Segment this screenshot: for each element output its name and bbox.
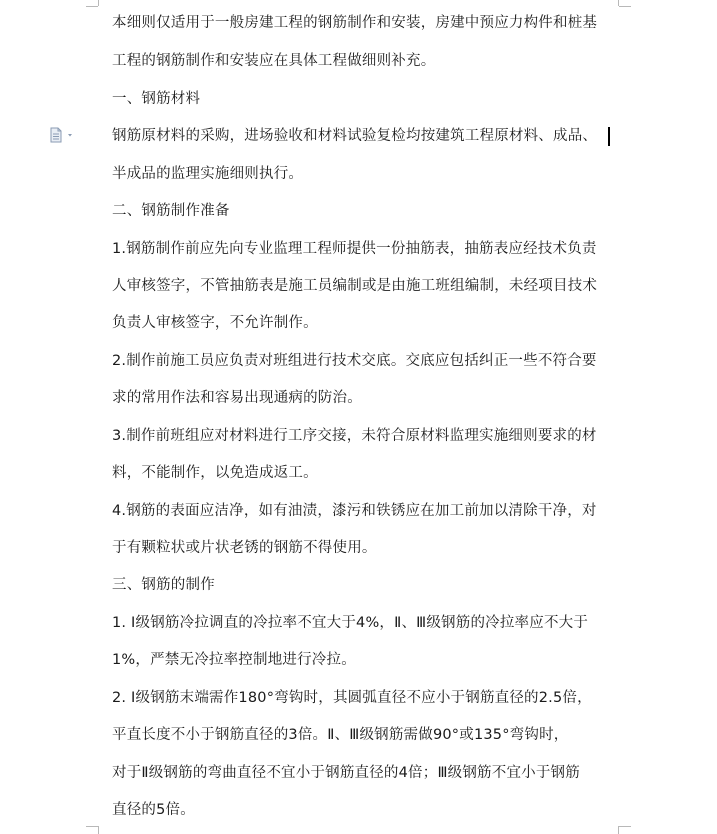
- top-left-margin-mark-h: [86, 6, 98, 7]
- section-heading[interactable]: 一、钢筋材料: [112, 91, 201, 107]
- body-line[interactable]: 本细则仅适用于一般房建工程的钢筋制作和安装，房建中预应力构件和桩基: [112, 15, 598, 31]
- list-item-line[interactable]: 1.钢筋制作前应先向专业监理工程师提供一份抽筋表，抽筋表应经技术负责: [112, 241, 597, 257]
- list-item-line[interactable]: 求的常用作法和容易出现通病的防治。: [112, 390, 362, 406]
- bottom-left-margin-mark: [98, 826, 99, 834]
- body-line[interactable]: 钢筋原材料的采购，进场验收和材料试验复检均按建筑工程原材料、成品、: [112, 128, 598, 144]
- body-line[interactable]: 半成品的监理实施细则执行。: [112, 166, 304, 182]
- section-heading[interactable]: 二、钢筋制作准备: [112, 203, 230, 219]
- list-item-line[interactable]: 对于Ⅱ级钢筋的弯曲直径不宜小于钢筋直径的4倍；Ⅲ级钢筋不宜小于钢筋: [112, 765, 580, 781]
- top-right-margin-mark-h: [619, 6, 631, 7]
- list-item-line[interactable]: 1%，严禁无冷拉率控制地进行冷拉。: [112, 652, 356, 668]
- text-cursor: [608, 127, 610, 146]
- list-item-line[interactable]: 2.制作前施工员应负责对班组进行技术交底。交底应包括纠正一些不符合要: [112, 353, 597, 369]
- bottom-right-margin-mark-h: [619, 826, 631, 827]
- list-item-line[interactable]: 4.钢筋的表面应洁净，如有油渍，漆污和铁锈应在加工前加以清除干净，对: [112, 503, 597, 519]
- bottom-left-margin-mark-h: [86, 826, 98, 827]
- list-item-line[interactable]: 于有颗粒状或片状老锈的钢筋不得使用。: [112, 540, 377, 556]
- paragraph-options-icon[interactable]: [48, 127, 76, 143]
- list-item-line[interactable]: 料，不能制作，以免造成返工。: [112, 465, 318, 481]
- list-item-line[interactable]: 2. Ⅰ级钢筋末端需作180°弯钩时，其圆弧直径不应小于钢筋直径的2.5倍，: [112, 690, 592, 706]
- bottom-right-margin-mark: [618, 826, 619, 834]
- list-item-line[interactable]: 人审核签字，不管抽筋表是施工员编制或是由施工班组编制，未经项目技术: [112, 278, 598, 294]
- list-item-line[interactable]: 负责人审核签字，不允许制作。: [112, 315, 318, 331]
- top-left-margin-mark: [98, 0, 99, 6]
- list-item-line[interactable]: 3.制作前班组应对材料进行工序交接，未符合原材料监理实施细则要求的材: [112, 428, 597, 444]
- list-item-line[interactable]: 直径的5倍。: [112, 802, 195, 818]
- list-item-line[interactable]: 平直长度不小于钢筋直径的3倍。Ⅱ、Ⅲ级钢筋需做90°或135°弯钩时，: [112, 727, 569, 743]
- list-item-line[interactable]: 1. Ⅰ级钢筋冷拉调直的冷拉率不宜大于4%，Ⅱ、Ⅲ级钢筋的冷拉率应不大于: [112, 615, 589, 631]
- body-line[interactable]: 工程的钢筋制作和安装应在具体工程做细则补充。: [112, 53, 436, 69]
- section-heading[interactable]: 三、钢筋的制作: [112, 577, 215, 593]
